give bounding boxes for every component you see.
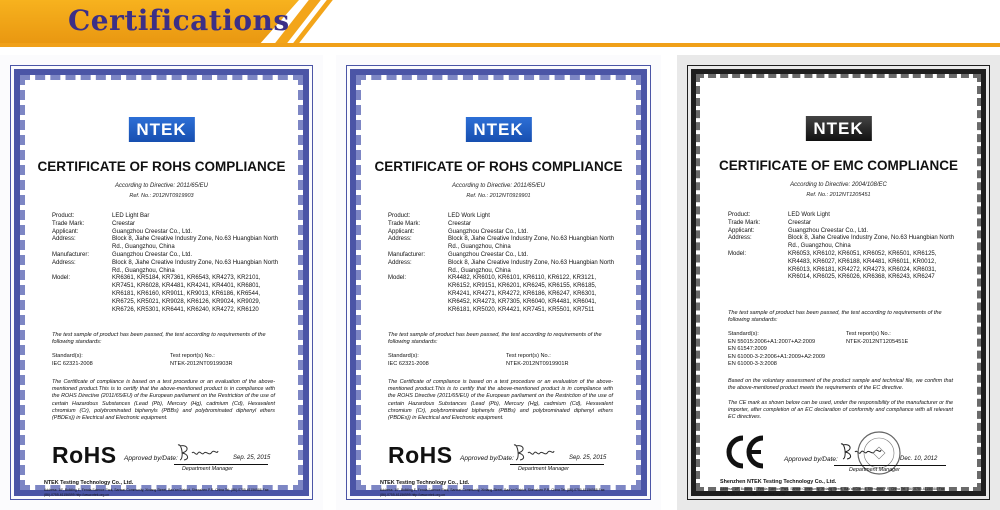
certificate-fields bbox=[388, 213, 617, 314]
field-value: Block 8, Jiahe Creative Industry Zone, No.63 Huangbian North Rd., Guangzhou, China bbox=[112, 259, 279, 274]
reports-label: Test report(s) No.: bbox=[170, 353, 215, 359]
field-value: KR6361, KR5184, KR7361, KR6543, KR4273, KR2101, KR7451, KR6028, KR4481, KR4241, KR4401, KR6801, KR6181, KR6160, KR9011, KR9013, KR6186, KR6544, KR6725, KR5021, KR9028, KR6126, KR9024, KR9029, KR6726, KR5301, KR6441, KR6240, KR4272, KR6120 bbox=[112, 275, 261, 313]
approval-date: Sep. 25, 2015 bbox=[233, 455, 271, 461]
standards-value: IEC 62321-2008 bbox=[52, 360, 93, 367]
ntek-logo: NTEK bbox=[805, 116, 871, 141]
standards-block bbox=[388, 353, 615, 368]
field-label: Address: bbox=[388, 259, 412, 266]
field-value: LED Work Light bbox=[448, 213, 490, 219]
approval-date: Dec. 10, 2012 bbox=[900, 456, 938, 462]
certificate-frame bbox=[350, 69, 647, 496]
field-row bbox=[388, 236, 617, 252]
field-row bbox=[52, 221, 279, 229]
field-value: Block 8, Jiahe Creative Industry Zone, No.63 Huangbian North Rd., Guangzhou, China bbox=[112, 236, 279, 251]
field-value: Guangzhou Creestar Co., Ltd. bbox=[448, 251, 529, 258]
standards-block bbox=[52, 353, 277, 368]
field-row bbox=[52, 236, 279, 252]
standards-label: Standard(s): bbox=[728, 331, 759, 337]
certificate-frame bbox=[14, 69, 309, 496]
test-statement: The test sample of product has been passed, the test according to requirements of the following standards: bbox=[388, 332, 602, 345]
certificate-rohs-work-light bbox=[336, 55, 661, 510]
field-row bbox=[52, 275, 279, 314]
issuer-company: Shenzhen NTEK Testing Technology Co., Ltd. bbox=[720, 479, 837, 485]
certificate-heading: CERTIFICATE OF EMC COMPLIANCE bbox=[719, 158, 958, 173]
rohs-mark: RoHS bbox=[388, 442, 453, 468]
standards-item: EN 61000-3-3:2008 bbox=[728, 361, 777, 367]
issuer-address: Address: 1/F, Building E, Fenda Science Park, Sanwei Community, Xixiang Street, Bao'an District, Shenzhen P.R. China Tel: (86)-0755-61156588 Fax: (86)-0755-61156599 http://www.ntek.org.cn bbox=[380, 488, 606, 497]
assessment-paragraph: Based on the voluntary assessment of the product sample and technical file, we confirm that the above-mentioned product meets the requirements of the EC directive. bbox=[728, 378, 953, 392]
field-label: Manufacturer: bbox=[388, 251, 426, 258]
certificate-fields bbox=[728, 212, 957, 282]
field-label: Manufacturer: bbox=[52, 251, 90, 258]
reports-label: Test report(s) No.: bbox=[846, 331, 891, 337]
field-label: Model: bbox=[388, 275, 407, 282]
ref-number: Ref. No.: 2012NT0919901 bbox=[466, 193, 531, 199]
standards-value: IEC 62321-2008 bbox=[388, 360, 429, 367]
field-value: Block 8, Jiahe Creative Industry Zone, No.63 Huangbian North Rd., Guangzhou, China bbox=[448, 236, 615, 251]
ref-number: Ref. No.: 2012NT1205451 bbox=[806, 192, 871, 198]
field-row bbox=[728, 251, 957, 282]
field-value: Guangzhou Creestar Co., Ltd. bbox=[788, 227, 869, 234]
field-label: Trade Mark: bbox=[388, 220, 421, 227]
rohs-mark: RoHS bbox=[52, 442, 117, 468]
field-value: Guangzhou Creestar Co., Ltd. bbox=[112, 228, 193, 235]
field-row bbox=[388, 252, 617, 260]
certifications-banner bbox=[0, 0, 1000, 47]
certificate-emc-work-light bbox=[677, 55, 1000, 510]
field-label: Address: bbox=[52, 259, 76, 266]
field-value: Guangzhou Creestar Co., Ltd. bbox=[112, 251, 193, 258]
field-value: Creestar bbox=[112, 220, 136, 227]
field-value: Block 8, Jiahe Creative Industry Zone, No.63 Huangbian North Rd., Guangzhou, China bbox=[448, 259, 615, 274]
field-label: Applicant: bbox=[728, 227, 755, 234]
compliance-paragraph: The Certificate of compliance is based on a test procedure or an evaluation of the above-mentioned product.This is to certify that the above-mentioned product is in compliance with the ROHS Directive (2011/65/EU) of the European parliament on the Restriction of the use of certain Hazardous Substances (Lead (Pb), Mercury (Hg), cadmium (Cd), Hexavalent chromium (Cr), polybrominated biphenyls (PBBs) and polybrominated diphenyl ethers (PBDEs)) in Electrical and Electronic equipment. bbox=[52, 379, 275, 422]
issuer-address: Address: 1/F, Building E, Fenda Science Park, Sanwei Community, Xixiang Street, Bao'an District, Shenzhen P.R. China Tel: (86)-0755-61156588 Fax: (86)-0755-61156599 http://www.ntek.org.cn bbox=[720, 487, 946, 496]
signature-line bbox=[834, 465, 946, 466]
field-label: Product: bbox=[52, 213, 75, 219]
certificate-heading: CERTIFICATE OF ROHS COMPLIANCE bbox=[37, 159, 286, 174]
certificate-fields bbox=[52, 213, 279, 314]
issuer-company: NTEK Testing Technology Co., Ltd. bbox=[380, 480, 470, 486]
signature-line bbox=[510, 464, 604, 465]
department-label: Department Manager bbox=[182, 466, 233, 472]
ntek-logo: NTEK bbox=[465, 117, 531, 142]
field-label: Address: bbox=[52, 236, 76, 243]
ntek-logo: NTEK bbox=[128, 117, 194, 142]
approved-by-label: Approved by/Date: bbox=[784, 456, 838, 463]
field-label: Product: bbox=[728, 212, 751, 218]
standards-item: EN 61547:2009 bbox=[728, 346, 767, 352]
field-label: Model: bbox=[52, 275, 71, 282]
compliance-paragraph: The Certificate of compliance is based on a test procedure or an evaluation of the above-mentioned product.This is to certify that the above-mentioned product is in compliance with the ROHS Directive (2011/65/EU) of the European parliament on the Restriction of the use of certain Hazardous Substances (Lead (Pb), Mercury (Hg), cadmium (Cd), Hexavalent chromium (Cr), polybrominated biphenyls (PBBs) and polybrominated diphenyl ethers (PBDEs)) in Electrical and Electronic equipment. bbox=[388, 379, 613, 422]
field-label: Applicant: bbox=[52, 228, 79, 235]
directive-line: According to Directive: 2011/65/EU bbox=[452, 183, 545, 189]
standards-item: EN 55015:2006+A1:2007+A2:2009 bbox=[728, 338, 816, 345]
field-label: Model: bbox=[728, 250, 747, 257]
field-row bbox=[728, 212, 957, 220]
certificate-heading: CERTIFICATE OF ROHS COMPLIANCE bbox=[374, 159, 623, 174]
field-row bbox=[728, 235, 957, 251]
approval-date: Sep. 25, 2015 bbox=[569, 455, 607, 461]
directive-line: According to Directive: 2011/65/EU bbox=[115, 183, 208, 189]
field-label: Trade Mark: bbox=[728, 219, 761, 226]
field-row bbox=[52, 229, 279, 237]
field-row bbox=[52, 260, 279, 276]
field-row bbox=[388, 275, 617, 314]
ref-number: Ref. No.: 2012NT0919903 bbox=[129, 193, 194, 199]
field-label: Address: bbox=[728, 235, 752, 242]
standards-label: Standard(s): bbox=[52, 353, 83, 359]
field-row bbox=[388, 213, 617, 221]
field-row bbox=[728, 220, 957, 228]
field-value: Guangzhou Creestar Co., Ltd. bbox=[448, 228, 529, 235]
field-row bbox=[388, 260, 617, 276]
approved-by-label: Approved by/Date: bbox=[124, 455, 178, 462]
standards-label: Standard(s): bbox=[388, 353, 419, 359]
issuer-company: NTEK Testing Technology Co., Ltd. bbox=[44, 480, 134, 486]
ce-mark bbox=[726, 434, 766, 470]
field-label: Trade Mark: bbox=[52, 220, 85, 227]
field-row bbox=[728, 228, 957, 236]
standards-block bbox=[728, 331, 955, 369]
certificate-frame bbox=[691, 69, 986, 496]
test-statement: The test sample of product has been passed, the test according to requirements of the following standards: bbox=[52, 332, 266, 345]
banner-underline bbox=[0, 43, 1000, 47]
signature bbox=[510, 441, 558, 463]
field-value: KR4482, KR6010, KR6101, KR6110, KR6122, KR3121, KR6152, KR9151, KR6201, KR6245, KR6155, KR6185, KR4241, KR4271, KR4272, KR6186, KR6247, KR6301, KR6452, KR4273, KR7305, KR6040, KR4481, KR6041, KR6181, KR5020, KR4421, KR7451, KR5501, KR7511 bbox=[448, 275, 597, 313]
reports-label: Test report(s) No.: bbox=[506, 353, 551, 359]
reports-value: NTEK-2012NT0919903R bbox=[170, 360, 233, 367]
ce-mark-paragraph: The CE mark as shown below can be used, under the responsibility of the manufacturer or the importer, after completion of an EC declaration of conformity and compliance with all relevant EC directives. bbox=[728, 400, 953, 421]
department-label: Department Manager bbox=[849, 467, 900, 473]
field-row bbox=[52, 252, 279, 260]
reports-value: NTEK-2012NT0919901R bbox=[506, 360, 569, 367]
field-row bbox=[52, 213, 279, 221]
field-row bbox=[388, 221, 617, 229]
field-label: Address: bbox=[388, 236, 412, 243]
field-label: Applicant: bbox=[388, 228, 415, 235]
test-statement: The test sample of product has been passed, the test according to requirements of the following standards: bbox=[728, 310, 942, 323]
field-value: Creestar bbox=[448, 220, 472, 227]
directive-line: According to Directive: 2004/108/EC bbox=[790, 182, 887, 188]
certificate-rohs-light-bar bbox=[0, 55, 323, 510]
field-label: Product: bbox=[388, 213, 411, 219]
banner-title: Certifications bbox=[68, 4, 290, 37]
approved-by-label: Approved by/Date: bbox=[460, 455, 514, 462]
department-label: Department Manager bbox=[518, 466, 569, 472]
field-value: Block 8, Jiahe Creative Industry Zone, No.63 Huangbian North Rd., Guangzhou, China bbox=[788, 235, 955, 250]
standards-item: EN 61000-3-2:2006+A1:2009+A2:2009 bbox=[728, 353, 826, 360]
reports-value: NTEK-2012NT1205451E bbox=[846, 338, 909, 345]
issuer-address: Address: 1/F, Building E, Fenda Science Park, Sanwei Community, Xixiang Street, Bao'an District, Shenzhen P.R. China Tel: (86)-0755-61156588 Fax: (86)-0755-61156599 http://www.ntek.org.cn bbox=[44, 488, 270, 497]
field-value: Creestar bbox=[788, 219, 812, 226]
field-value: LED Work Light bbox=[788, 212, 830, 218]
signature-line bbox=[174, 464, 268, 465]
field-value: KR6053, KR6102, KR6051, KR6052, KR6501, KR6125, KR4483, KR6027, KR6188, KR4481, KR6011, KR0012, KR6013, KR6181, KR4272, KR4273, KR6024, KR6031, KR6014, KR6025, KR6026, KR6368, KR6243, KR6247 bbox=[788, 250, 937, 281]
field-row bbox=[388, 229, 617, 237]
signature bbox=[174, 441, 222, 463]
field-value: LED Light Bar bbox=[112, 213, 150, 219]
